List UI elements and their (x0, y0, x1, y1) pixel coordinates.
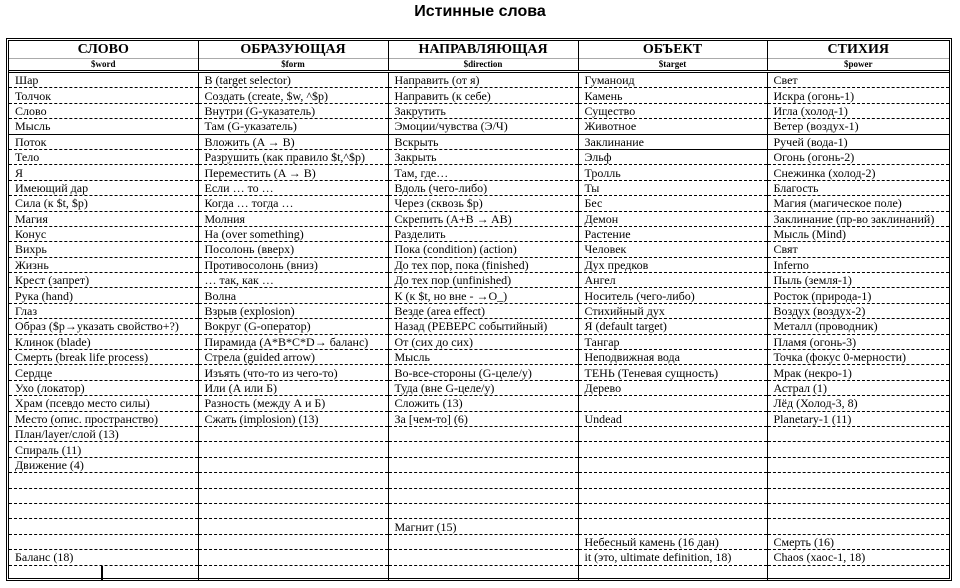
column-header (388, 41, 578, 72)
table-cell[interactable]: Или (А или Б) (198, 380, 388, 395)
table-cell[interactable]: Ухо (локатор) (9, 380, 198, 395)
table-cell[interactable]: Спираль (11) (9, 442, 198, 457)
table-row (9, 534, 949, 549)
table-cell[interactable]: Движение (4) (9, 457, 198, 472)
table-cell[interactable]: Разделить (388, 226, 578, 241)
table-cell[interactable] (578, 473, 767, 488)
table-cell[interactable]: Образ ($p→указать свойство+?) (9, 319, 198, 334)
table-cell[interactable]: ТЕНЬ (Теневая сущность) (578, 365, 767, 380)
table-cell[interactable]: … так, как … (198, 273, 388, 288)
table-row (9, 488, 949, 503)
table-cell[interactable]: Ручей (вода-1) (767, 134, 949, 149)
table-row (9, 88, 949, 103)
table-cell[interactable]: Пламя (огонь-3) (767, 334, 949, 349)
table-cell[interactable]: Смерть (16) (767, 534, 949, 549)
table-cell[interactable]: Демон (578, 211, 767, 226)
table-row (9, 396, 949, 411)
table-cell[interactable]: Точка (фокус 0-мерности) (767, 350, 949, 365)
table-cell[interactable]: Молния (198, 211, 388, 226)
table-row (9, 165, 949, 180)
table-cell[interactable]: Сердце (9, 365, 198, 380)
table-cell[interactable] (388, 550, 578, 565)
table-cell[interactable] (578, 442, 767, 457)
table-cell[interactable] (578, 488, 767, 503)
table-row (9, 303, 949, 318)
table-cell[interactable]: Огонь (огонь-2) (767, 149, 949, 164)
table-row (9, 226, 949, 241)
table-cell[interactable] (767, 426, 949, 441)
table-cell[interactable]: Благость (767, 180, 949, 195)
table-cell[interactable]: Существо (578, 103, 767, 118)
column-variable: $form (281, 59, 305, 69)
table-cell[interactable]: Там (G-указатель) (198, 119, 388, 134)
table-cell[interactable] (388, 442, 578, 457)
table-cell[interactable]: До тех пор, пока (finished) (388, 257, 578, 272)
table-cell[interactable]: Закрутить (388, 103, 578, 118)
table-cell[interactable] (767, 457, 949, 472)
table-cell[interactable]: Смерть (break life process) (9, 350, 198, 365)
table-cell[interactable] (578, 426, 767, 441)
table-cell[interactable]: Свет (767, 72, 949, 88)
table-row (9, 103, 949, 118)
table-cell[interactable] (198, 565, 388, 580)
table-cell[interactable]: Снежинка (холод-2) (767, 165, 949, 180)
table-row (9, 119, 949, 134)
table-cell[interactable] (9, 519, 198, 534)
table-cell[interactable] (388, 426, 578, 441)
table-cell[interactable]: Сила (к $t, $p) (9, 196, 198, 211)
table-row (9, 180, 949, 195)
table-cell[interactable]: Тело (9, 149, 198, 164)
table-cell[interactable]: Назад (РЕВЕРС событийный) (388, 319, 578, 334)
table-row (9, 365, 949, 380)
table-cell[interactable]: Внутри (G-указатель) (198, 103, 388, 118)
table-cell[interactable]: Мысль (Mind) (767, 226, 949, 241)
table-cell[interactable]: Когда … тогда … (198, 196, 388, 211)
table-cell[interactable]: Взрыв (explosion) (198, 303, 388, 318)
table-cell[interactable]: Эльф (578, 149, 767, 164)
table-cell[interactable]: Сложить (13) (388, 396, 578, 411)
table-cell[interactable]: Тролль (578, 165, 767, 180)
table-cell[interactable]: Заклинание (пр-во заклинаний) (767, 211, 949, 226)
table-row (9, 319, 949, 334)
table-cell[interactable]: Разность (между А и Б) (198, 396, 388, 411)
table-cell[interactable]: Камень (578, 88, 767, 103)
table-cell[interactable] (198, 534, 388, 549)
table-cell[interactable] (767, 488, 949, 503)
true-words-table (6, 38, 952, 581)
table-row (9, 473, 949, 488)
table-cell[interactable]: Противосолонь (вниз) (198, 257, 388, 272)
table-cell[interactable] (578, 519, 767, 534)
column-title: ОБРАЗУЮЩАЯ (199, 41, 388, 59)
table-cell[interactable]: Крест (запрет) (9, 273, 198, 288)
table-row (9, 134, 949, 149)
table-cell[interactable]: Искра (огонь-1) (767, 88, 949, 103)
table-cell[interactable]: Рука (hand) (9, 288, 198, 303)
table-cell[interactable]: Баланс (18) (9, 550, 198, 565)
table-row (9, 257, 949, 272)
table-cell[interactable]: Имеющий дар (9, 180, 198, 195)
table-cell[interactable] (198, 457, 388, 472)
table-cell[interactable] (9, 473, 198, 488)
table-cell[interactable] (388, 457, 578, 472)
table-cell[interactable] (198, 550, 388, 565)
table-cell[interactable]: Вдоль (чего-либо) (388, 180, 578, 195)
table-cell[interactable]: Бес (578, 196, 767, 211)
table-row (9, 211, 949, 226)
table-cell[interactable]: Храм (псевдо место силы) (9, 396, 198, 411)
column-variable: $word (91, 59, 116, 69)
table-cell[interactable]: Стихийный дух (578, 303, 767, 318)
column-header (9, 41, 198, 72)
table-cell[interactable] (578, 503, 767, 518)
table-cell[interactable] (9, 503, 198, 518)
table-cell[interactable] (9, 565, 198, 580)
table-cell[interactable] (198, 519, 388, 534)
table-cell[interactable]: План/layer/слой (13) (9, 426, 198, 441)
table-row (9, 196, 949, 211)
table-cell[interactable]: На (over something) (198, 226, 388, 241)
table-cell[interactable]: Я (default target) (578, 319, 767, 334)
table-cell[interactable]: Там, где… (388, 165, 578, 180)
column-variable: $direction (463, 59, 503, 69)
table-row (9, 380, 949, 395)
table-row (9, 288, 949, 303)
table-row (9, 442, 949, 457)
table-cell[interactable]: Жизнь (9, 257, 198, 272)
table-cell[interactable]: Магнит (15) (388, 519, 578, 534)
table-cell[interactable]: Лёд (Холод-3, 8) (767, 396, 949, 411)
table-row (9, 457, 949, 472)
table-cell[interactable]: Направить (от я) (388, 72, 578, 88)
table-cell[interactable]: Астрал (1) (767, 380, 949, 395)
table-cell[interactable] (767, 565, 949, 580)
table-cell[interactable]: Направить (к себе) (388, 88, 578, 103)
table-cell[interactable]: Вихрь (9, 242, 198, 257)
table-cell[interactable]: До тех пор (unfinished) (388, 273, 578, 288)
table-cell[interactable]: От (сих до сих) (388, 334, 578, 349)
column-title: ОБЪЕКТ (579, 41, 767, 59)
table-cell[interactable]: Ветер (воздух-1) (767, 119, 949, 134)
table-cell[interactable]: Дерево (578, 380, 767, 395)
table-cell[interactable]: Магия (9, 211, 198, 226)
table-cell[interactable] (198, 503, 388, 518)
table-cell[interactable]: Стрела (guided arrow) (198, 350, 388, 365)
column-header (578, 41, 767, 72)
table-cell[interactable] (198, 442, 388, 457)
table-cell[interactable]: Planetary-1 (11) (767, 411, 949, 426)
table-cell[interactable]: Сжать (implosion) (13) (198, 411, 388, 426)
table-cell[interactable]: За [чем-то] (6) (388, 411, 578, 426)
table-cell[interactable]: В (target selector) (198, 72, 388, 88)
table-cell[interactable]: Глаз (9, 303, 198, 318)
table-cell[interactable]: Закрыть (388, 149, 578, 164)
table-row (9, 273, 949, 288)
table-row (9, 550, 949, 565)
table-cell[interactable]: Тангар (578, 334, 767, 349)
table-cell[interactable]: Через (сквозь $p) (388, 196, 578, 211)
table-row (9, 565, 949, 580)
table-cell[interactable] (9, 488, 198, 503)
table-row (9, 503, 949, 518)
table-cell[interactable]: Пыль (земля-1) (767, 273, 949, 288)
table-cell[interactable] (767, 519, 949, 534)
table-row (9, 149, 949, 164)
column-title: СЛОВО (9, 41, 198, 59)
table-cell[interactable]: Undead (578, 411, 767, 426)
table-cell[interactable]: Мысль (9, 119, 198, 134)
table-cell[interactable]: Если … то … (198, 180, 388, 195)
table-cell[interactable]: Слово (9, 103, 198, 118)
table-cell[interactable]: Конус (9, 226, 198, 241)
table-header-row (9, 41, 949, 72)
table-cell[interactable] (578, 396, 767, 411)
table-cell[interactable] (198, 488, 388, 503)
table-cell[interactable]: Ангел (578, 273, 767, 288)
table-cell[interactable]: Неподвижная вода (578, 350, 767, 365)
page-title: Истинные слова (414, 3, 546, 20)
table-cell[interactable] (9, 534, 198, 549)
table-cell[interactable]: Пока (condition) (action) (388, 242, 578, 257)
table-cell[interactable]: Вокруг (G-оператор) (198, 319, 388, 334)
table-cell[interactable]: Дух предков (578, 257, 767, 272)
table-cell[interactable]: Место (опис. пространство) (9, 411, 198, 426)
text-cursor (101, 566, 103, 580)
table-cell[interactable]: Пирамида (A*B*C*D→ баланс) (198, 334, 388, 349)
table-cell[interactable]: Во-все-стороны (G-целе/у) (388, 365, 578, 380)
table-cell[interactable]: Гуманоид (578, 72, 767, 88)
table-cell[interactable] (198, 473, 388, 488)
table-cell[interactable]: Переместить (A → B) (198, 165, 388, 180)
table-cell[interactable] (767, 503, 949, 518)
table-cell[interactable] (388, 488, 578, 503)
table-cell[interactable]: Носитель (чего-либо) (578, 288, 767, 303)
table-cell[interactable] (198, 426, 388, 441)
table-cell[interactable]: Ты (578, 180, 767, 195)
table-cell[interactable]: Шар (9, 72, 198, 88)
table-cell[interactable]: Свят (767, 242, 949, 257)
column-header (767, 41, 949, 72)
table-row (9, 426, 949, 441)
table-cell[interactable]: Заклинание (578, 134, 767, 149)
table-row (9, 411, 949, 426)
table-cell[interactable]: Воздух (воздух-2) (767, 303, 949, 318)
table-row (9, 72, 949, 88)
table-cell[interactable]: Металл (проводник) (767, 319, 949, 334)
table-cell[interactable]: Я (9, 165, 198, 180)
table-cell[interactable]: Небесный камень (16 дан) (578, 534, 767, 549)
table-row (9, 242, 949, 257)
table-cell[interactable]: Волна (198, 288, 388, 303)
table-cell[interactable]: Мысль (388, 350, 578, 365)
table-cell[interactable]: Inferno (767, 257, 949, 272)
table-cell[interactable]: Chaos (хаос-1, 18) (767, 550, 949, 565)
column-variable: $power (844, 59, 873, 69)
table-cell[interactable]: Изъять (что-то из чего-то) (198, 365, 388, 380)
table-cell[interactable]: Посолонь (вверх) (198, 242, 388, 257)
table-cell[interactable]: Разрушить (как правило $t,^$p) (198, 149, 388, 164)
table-cell[interactable] (388, 534, 578, 549)
table-cell[interactable]: Создать (create, $w, ^$p) (198, 88, 388, 103)
table-cell[interactable]: К (к $t, но вне - →O_) (388, 288, 578, 303)
table-cell[interactable]: Магия (магическое поле) (767, 196, 949, 211)
column-title: НАПРАВЛЯЮЩАЯ (389, 41, 578, 59)
table-cell[interactable]: Поток (9, 134, 198, 149)
table-cell[interactable]: Вложить (A → B) (198, 134, 388, 149)
table-cell[interactable]: Клинок (blade) (9, 334, 198, 349)
table-cell[interactable]: Вскрыть (388, 134, 578, 149)
table-cell[interactable]: Эмоции/чувства (Э/Ч) (388, 119, 578, 134)
table-cell[interactable]: Человек (578, 242, 767, 257)
table-cell[interactable] (767, 473, 949, 488)
column-header (198, 41, 388, 72)
table-cell[interactable]: Росток (природа-1) (767, 288, 949, 303)
table-cell[interactable]: Мрак (некро-1) (767, 365, 949, 380)
table-row (9, 334, 949, 349)
table-cell[interactable] (578, 457, 767, 472)
column-variable: $target (658, 59, 687, 69)
table-cell[interactable]: Животное (578, 119, 767, 134)
column-title: СТИХИЯ (768, 41, 950, 59)
table-row (9, 350, 949, 365)
table-cell[interactable] (388, 473, 578, 488)
table-cell[interactable]: Растение (578, 226, 767, 241)
table-cell[interactable]: Туда (вне G-целе/у) (388, 380, 578, 395)
table-cell[interactable]: Толчок (9, 88, 198, 103)
table-cell[interactable] (388, 565, 578, 580)
table-cell[interactable]: Скрепить (A+B → AB) (388, 211, 578, 226)
table-cell[interactable]: Везде (area effect) (388, 303, 578, 318)
table-cell[interactable]: Игла (холод-1) (767, 103, 949, 118)
table-cell[interactable] (578, 565, 767, 580)
table-cell[interactable]: it (это, ultimate definition, 18) (578, 550, 767, 565)
table-cell[interactable] (767, 442, 949, 457)
table-cell[interactable] (388, 503, 578, 518)
table-row (9, 519, 949, 534)
